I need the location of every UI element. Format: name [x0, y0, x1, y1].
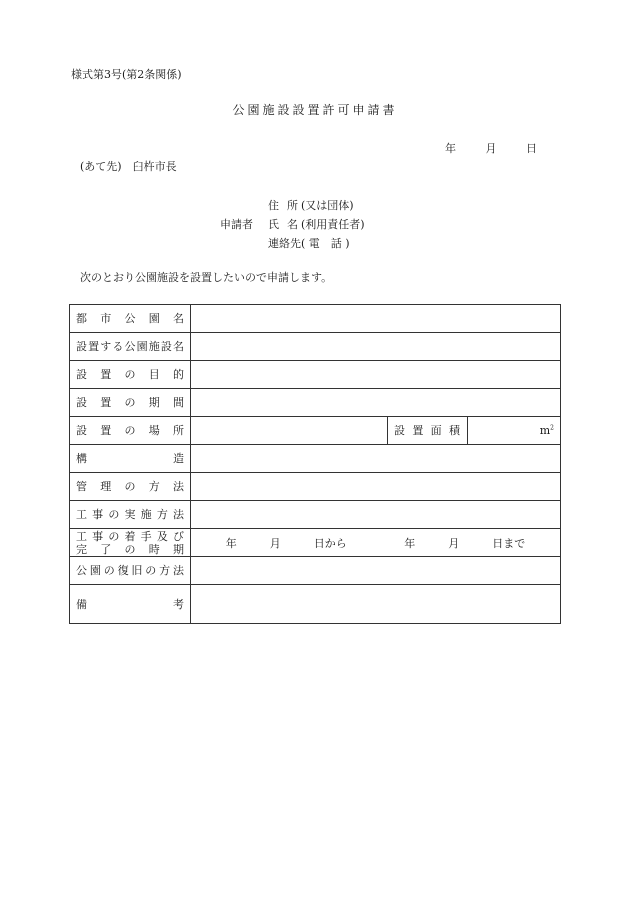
area-unit: m	[539, 424, 551, 437]
restoration-field[interactable]	[191, 557, 561, 585]
label-structure: 構造	[76, 452, 184, 465]
table-row	[70, 305, 561, 333]
applicant-address-row	[220, 196, 365, 215]
label-park-name: 都市公園名	[76, 312, 184, 325]
label-start-end-line1: 工事の着手及び	[76, 529, 184, 543]
remarks-field[interactable]	[191, 585, 561, 624]
contact-note: ( 電 話 )	[301, 237, 350, 250]
purpose-field[interactable]	[191, 361, 561, 389]
contact-key: 連絡先	[268, 237, 301, 250]
label-facility-name: 設置する公園施設名	[76, 340, 184, 353]
name-key: 氏名	[268, 218, 298, 231]
table-row	[70, 389, 561, 417]
table-row	[70, 557, 561, 585]
table-row	[70, 473, 561, 501]
location-field[interactable]	[191, 417, 388, 445]
period-field[interactable]	[191, 389, 561, 417]
applicant-name-row	[220, 215, 365, 234]
applicant-lead: 申請者	[220, 218, 253, 231]
table-row	[70, 585, 561, 624]
table-row	[70, 501, 561, 529]
from-year: 年	[225, 536, 237, 550]
from-month: 月	[269, 536, 281, 550]
period-range	[197, 535, 554, 551]
table-row	[70, 529, 561, 557]
start-end-field[interactable]	[191, 529, 561, 557]
label-start-end-line2: 完了の時期	[76, 542, 184, 556]
application-table	[69, 304, 561, 624]
table-row	[70, 445, 561, 473]
work-method-field[interactable]	[191, 501, 561, 529]
applicant-block	[220, 196, 365, 253]
date-line	[445, 140, 537, 156]
date-day: 日	[526, 142, 537, 155]
from-day: 日から	[313, 536, 347, 550]
addressee: (あて先) 臼杵市長	[80, 160, 177, 173]
from-date	[226, 535, 347, 551]
facility-name-field[interactable]	[191, 333, 561, 361]
date-month: 月	[485, 142, 497, 155]
document-title: 公園施設設置許可申請書	[232, 103, 398, 117]
date-year: 年	[445, 142, 456, 155]
label-period: 設置の期間	[76, 396, 184, 409]
label-work-method: 工事の実施方法	[76, 508, 184, 521]
form-number: 様式第3号(第2条関係)	[71, 68, 182, 81]
intro-text: 次のとおり公園施設を設置したいので申請します。	[80, 271, 333, 284]
to-year: 年	[404, 536, 416, 550]
area-unit-sup: 2	[550, 424, 554, 432]
table-row	[70, 361, 561, 389]
name-note: (利用責任者)	[301, 218, 365, 231]
label-area: 設置面積	[394, 424, 460, 437]
label-location: 設置の場所	[76, 424, 184, 437]
to-date	[404, 535, 525, 551]
structure-field[interactable]	[191, 445, 561, 473]
label-management: 管理の方法	[76, 480, 184, 493]
to-month: 月	[448, 536, 460, 550]
label-restoration: 公園の復旧の方法	[76, 564, 184, 577]
label-purpose: 設置の目的	[76, 368, 184, 381]
label-remarks: 備考	[76, 597, 184, 611]
to-day: 日まで	[492, 536, 526, 550]
area-field[interactable]	[468, 417, 561, 445]
address-note: (又は団体)	[301, 199, 354, 212]
table-row	[70, 417, 561, 445]
table-row	[70, 333, 561, 361]
management-field[interactable]	[191, 473, 561, 501]
applicant-contact-row	[220, 234, 365, 253]
address-key: 住所	[268, 199, 298, 212]
park-name-field[interactable]	[191, 305, 561, 333]
